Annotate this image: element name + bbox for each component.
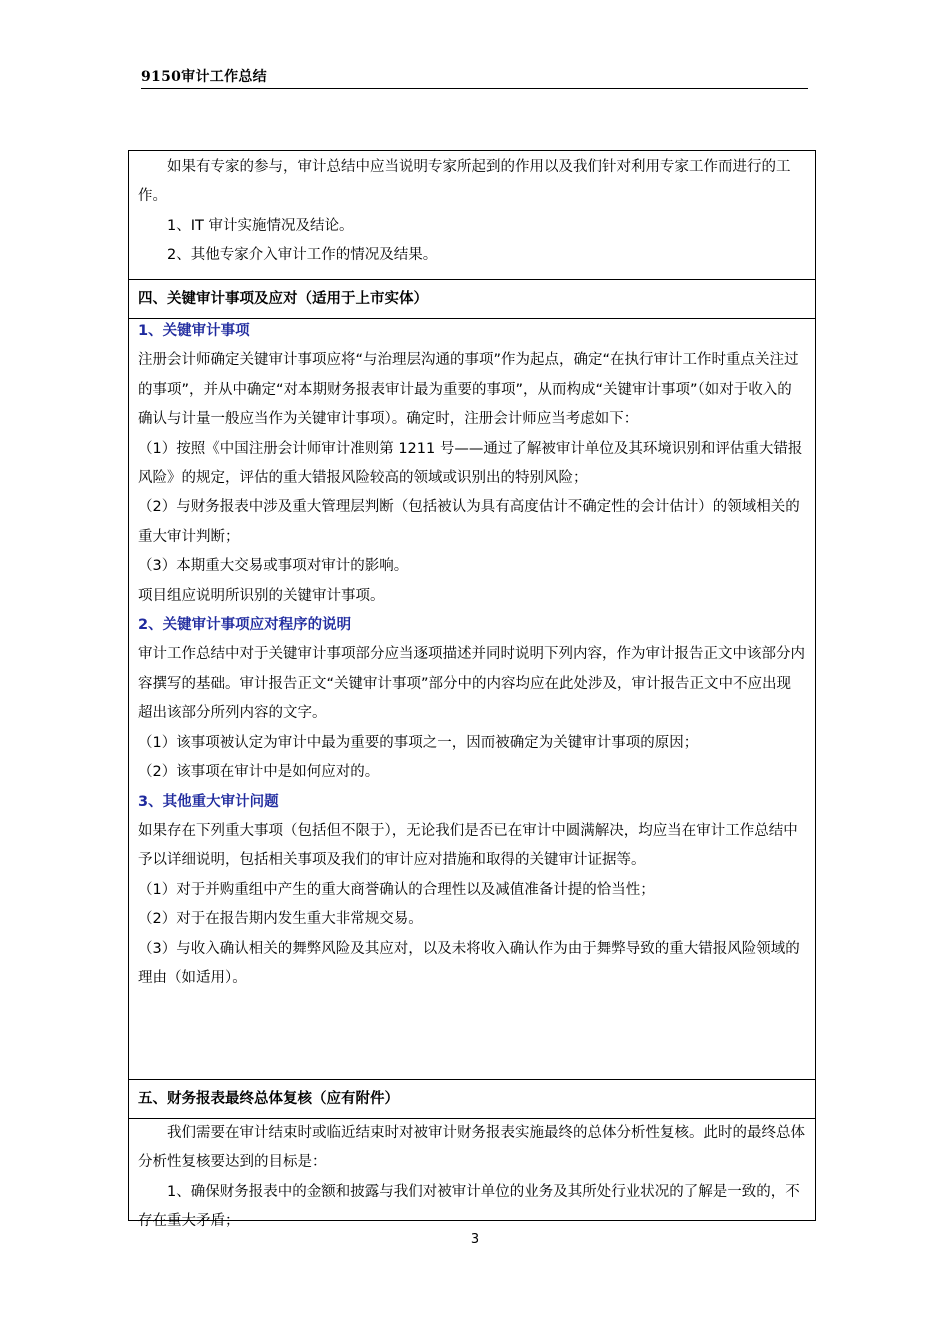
subsection-1-heading: 1、关键审计事项 xyxy=(138,323,250,339)
subsection-2-item-1: （1）该事项被认定为审计中最为重要的事项之一，因而被确定为关键审计事项的原因； xyxy=(138,734,699,751)
page-header xyxy=(141,62,808,89)
section-4-body xyxy=(129,317,815,993)
subsection-2-heading: 2、关键审计事项应对程序的说明 xyxy=(138,617,352,634)
document-title: 9150审计工作总结 xyxy=(141,69,267,85)
section-5-heading: 五、财务报表最终总体复核（应有附件） xyxy=(138,1091,399,1107)
subsection-1-item-1: （1）按照《中国注册会计师审计准则第 1211 号——通过了解被审计单位及其环境识别和评估重大错报风险》的规定，评估的重大错报风险较高的领域或识别出的特别风险； xyxy=(138,440,803,487)
subsection-3-item-2: （2）对于在报告期内发生重大非常规交易。 xyxy=(138,911,423,928)
subsection-1-paragraph: 注册会计师确定关键审计事项应将“与治理层沟通的事项”作为起点，确定“在执行审计工作时重点关注过的事项”，并从中确定“对本期财务报表审计最为重要的事项”，从而构成“关键审计事项”（如对于收入的确认与计量一般应当作为关键审计事项）。确定时，注册会计师应当考虑如下： xyxy=(138,352,799,428)
section-5-item-1: 1、确保财务报表中的金额和披露与我们对被审计单位的业务及其所处行业状况的了解是一致的，不存在重大矛盾； xyxy=(138,1183,800,1230)
subsection-1-item-3: （3）本期重大交易或事项对审计的影响。 xyxy=(138,558,409,575)
subsection-3-item-3: （3）与收入确认相关的舞弊风险及其应对，以及未将收入确认作为由于舞弊导致的重大错报风险领域的理由（如适用）。 xyxy=(138,940,800,986)
section-5-paragraph: 我们需要在审计结束时或临近结束时对被审计财务报表实施最终的总体分析性复核。此时的最终总体分析性复核要达到的目标是： xyxy=(138,1125,805,1171)
experts-block xyxy=(129,153,815,271)
experts-item-1: 1、IT 审计实施情况及结论。 xyxy=(167,217,354,234)
section-4-heading: 四、关键审计事项及应对（适用于上市实体） xyxy=(138,291,428,307)
subsection-3-item-1: （1）对于并购重组中产生的重大商誉确认的合理性以及减值准备计提的恰当性； xyxy=(138,881,655,898)
subsection-1-note: 项目组应说明所识别的关键审计事项。 xyxy=(138,587,385,604)
content-table xyxy=(128,150,816,1230)
experts-paragraph: 如果有专家的参与，审计总结中应当说明专家所起到的作用以及我们针对利用专家工作而进行的工作。 xyxy=(138,159,791,205)
section-5-body xyxy=(129,1119,815,1237)
subsection-3-paragraph: 如果存在下列重大事项（包括但不限于），无论我们是否已在审计中圆满解决，均应当在审计工作总结中予以详细说明，包括相关事项及我们的审计应对措施和取得的关键审计证据等。 xyxy=(138,822,798,869)
page-number: 3 xyxy=(470,1232,480,1247)
experts-item-2: 2、其他专家介入审计工作的情况及结果。 xyxy=(167,247,438,264)
subsection-2-paragraph: 审计工作总结中对于关键审计事项部分应当逐项描述并同时说明下列内容，作为审计报告正文中该部分内容撰写的基础。审计报告正文“关键审计事项”部分中的内容均应在此处涉及，审计报告正文中不应出现超出该部分所列内容的文字。 xyxy=(138,646,805,722)
subsection-3-heading: 3、其他重大审计问题 xyxy=(138,793,279,810)
subsection-1-item-2: （2）与财务报表中涉及重大管理层判断（包括被认为具有高度估计不确定性的会计估计）的领域相关的重大审计判断； xyxy=(138,499,800,545)
subsection-2-item-2: （2）该事项在审计中是如何应对的。 xyxy=(138,764,380,781)
